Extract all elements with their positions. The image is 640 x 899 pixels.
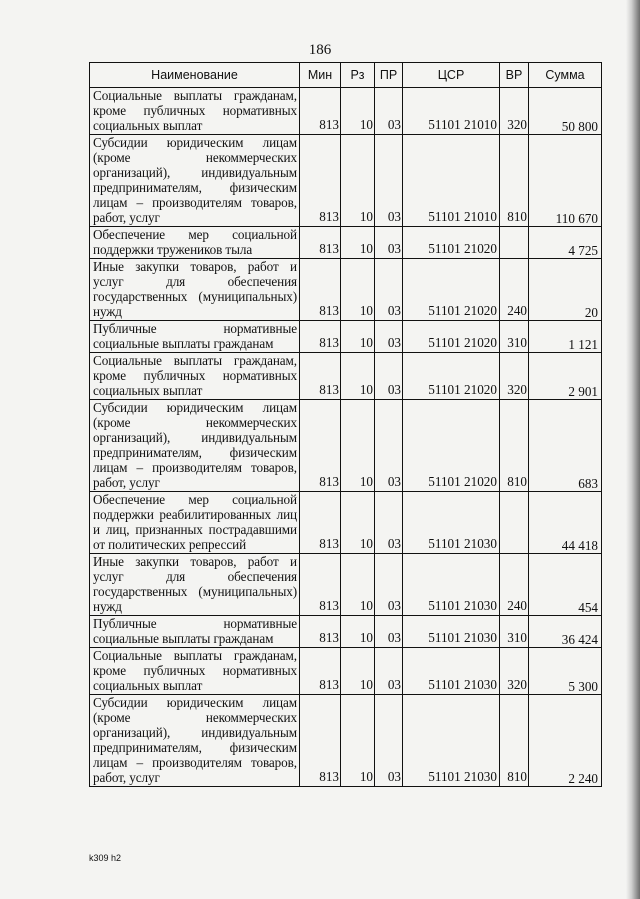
row-vr: 810	[500, 695, 529, 787]
row-sum: 4 725	[529, 227, 602, 259]
row-pr: 03	[375, 648, 403, 695]
row-vr	[500, 492, 529, 554]
row-min: 813	[300, 616, 341, 648]
row-name: Иные закупки товаров, работ и услуг для обеспечения государственных (муниципальных) нужд	[90, 259, 300, 321]
row-min: 813	[300, 135, 341, 227]
row-csr: 51101 21030	[403, 616, 500, 648]
header-sum: Сумма	[529, 63, 602, 88]
row-vr: 320	[500, 353, 529, 400]
row-csr: 51101 21020	[403, 353, 500, 400]
row-pr: 03	[375, 554, 403, 616]
row-sum: 50 800	[529, 88, 602, 135]
row-sum: 2 240	[529, 695, 602, 787]
row-sum: 454	[529, 554, 602, 616]
budget-table	[89, 62, 602, 787]
row-min: 813	[300, 259, 341, 321]
row-rz: 10	[341, 353, 375, 400]
table-row	[90, 648, 602, 695]
row-pr: 03	[375, 135, 403, 227]
row-sum: 2 901	[529, 353, 602, 400]
row-name: Социальные выплаты гражданам, кроме публичных нормативных социальных выплат	[90, 353, 300, 400]
row-pr: 03	[375, 259, 403, 321]
table-row	[90, 695, 602, 787]
row-min: 813	[300, 353, 341, 400]
row-pr: 03	[375, 88, 403, 135]
table-row	[90, 259, 602, 321]
row-pr: 03	[375, 400, 403, 492]
header-pr: ПР	[375, 63, 403, 88]
header-name: Наименование	[90, 63, 300, 88]
row-pr: 03	[375, 695, 403, 787]
row-csr: 51101 21010	[403, 88, 500, 135]
row-min: 813	[300, 648, 341, 695]
footer-code: k309 h2	[89, 853, 122, 863]
table-row	[90, 353, 602, 400]
row-pr: 03	[375, 321, 403, 353]
header-min: Мин	[300, 63, 341, 88]
row-sum: 110 670	[529, 135, 602, 227]
row-sum: 683	[529, 400, 602, 492]
row-name: Социальные выплаты гражданам, кроме публичных нормативных социальных выплат	[90, 88, 300, 135]
row-min: 813	[300, 321, 341, 353]
row-min: 813	[300, 492, 341, 554]
row-sum: 1 121	[529, 321, 602, 353]
table-row	[90, 135, 602, 227]
row-vr: 320	[500, 88, 529, 135]
row-min: 813	[300, 88, 341, 135]
scan-edge-shadow	[626, 0, 640, 899]
row-rz: 10	[341, 695, 375, 787]
row-name: Публичные нормативные социальные выплаты гражданам	[90, 321, 300, 353]
table-row	[90, 616, 602, 648]
row-csr: 51101 21020	[403, 227, 500, 259]
row-vr: 240	[500, 554, 529, 616]
row-rz: 10	[341, 492, 375, 554]
row-csr: 51101 21010	[403, 135, 500, 227]
row-csr: 51101 21020	[403, 321, 500, 353]
row-name: Публичные нормативные социальные выплаты гражданам	[90, 616, 300, 648]
row-rz: 10	[341, 227, 375, 259]
row-min: 813	[300, 400, 341, 492]
row-name: Социальные выплаты гражданам, кроме публичных нормативных социальных выплат	[90, 648, 300, 695]
row-rz: 10	[341, 554, 375, 616]
row-vr: 320	[500, 648, 529, 695]
row-rz: 10	[341, 648, 375, 695]
row-pr: 03	[375, 616, 403, 648]
row-vr: 810	[500, 400, 529, 492]
row-name: Субсидии юридическим лицам (кроме некоммерческих организаций), индивидуальным предпринимателям, физическим лицам – производителям товаров, работ, услуг	[90, 400, 300, 492]
row-csr: 51101 21030	[403, 695, 500, 787]
row-vr: 310	[500, 321, 529, 353]
row-pr: 03	[375, 227, 403, 259]
row-pr: 03	[375, 492, 403, 554]
row-name: Обеспечение мер социальной поддержки тружеников тыла	[90, 227, 300, 259]
row-vr: 810	[500, 135, 529, 227]
header-rz: Рз	[341, 63, 375, 88]
row-name: Иные закупки товаров, работ и услуг для обеспечения государственных (муниципальных) нужд	[90, 554, 300, 616]
row-csr: 51101 21020	[403, 259, 500, 321]
row-sum: 36 424	[529, 616, 602, 648]
row-pr: 03	[375, 353, 403, 400]
header-csr: ЦСР	[403, 63, 500, 88]
row-name: Обеспечение мер социальной поддержки реабилитированных лиц и лиц, признанных пострадавшими от политических репрессий	[90, 492, 300, 554]
budget-table-wrapper	[89, 62, 602, 787]
table-row	[90, 554, 602, 616]
table-header-row	[90, 63, 602, 88]
table-row	[90, 227, 602, 259]
row-vr: 310	[500, 616, 529, 648]
row-sum: 5 300	[529, 648, 602, 695]
row-min: 813	[300, 695, 341, 787]
row-sum: 44 418	[529, 492, 602, 554]
row-csr: 51101 21030	[403, 554, 500, 616]
row-rz: 10	[341, 259, 375, 321]
row-csr: 51101 21020	[403, 400, 500, 492]
row-rz: 10	[341, 88, 375, 135]
row-rz: 10	[341, 321, 375, 353]
table-row	[90, 321, 602, 353]
row-sum: 20	[529, 259, 602, 321]
row-vr	[500, 227, 529, 259]
row-name: Субсидии юридическим лицам (кроме некоммерческих организаций), индивидуальным предпринимателям, физическим лицам – производителям товаров, работ, услуг	[90, 135, 300, 227]
table-row	[90, 492, 602, 554]
row-csr: 51101 21030	[403, 648, 500, 695]
table-row	[90, 400, 602, 492]
page-number: 186	[308, 42, 332, 58]
table-row	[90, 88, 602, 135]
row-vr: 240	[500, 259, 529, 321]
row-rz: 10	[341, 616, 375, 648]
row-min: 813	[300, 554, 341, 616]
row-name: Субсидии юридическим лицам (кроме некоммерческих организаций), индивидуальным предпринимателям, физическим лицам – производителям товаров, работ, услуг	[90, 695, 300, 787]
row-rz: 10	[341, 135, 375, 227]
row-min: 813	[300, 227, 341, 259]
row-rz: 10	[341, 400, 375, 492]
header-vr: ВР	[500, 63, 529, 88]
row-csr: 51101 21030	[403, 492, 500, 554]
